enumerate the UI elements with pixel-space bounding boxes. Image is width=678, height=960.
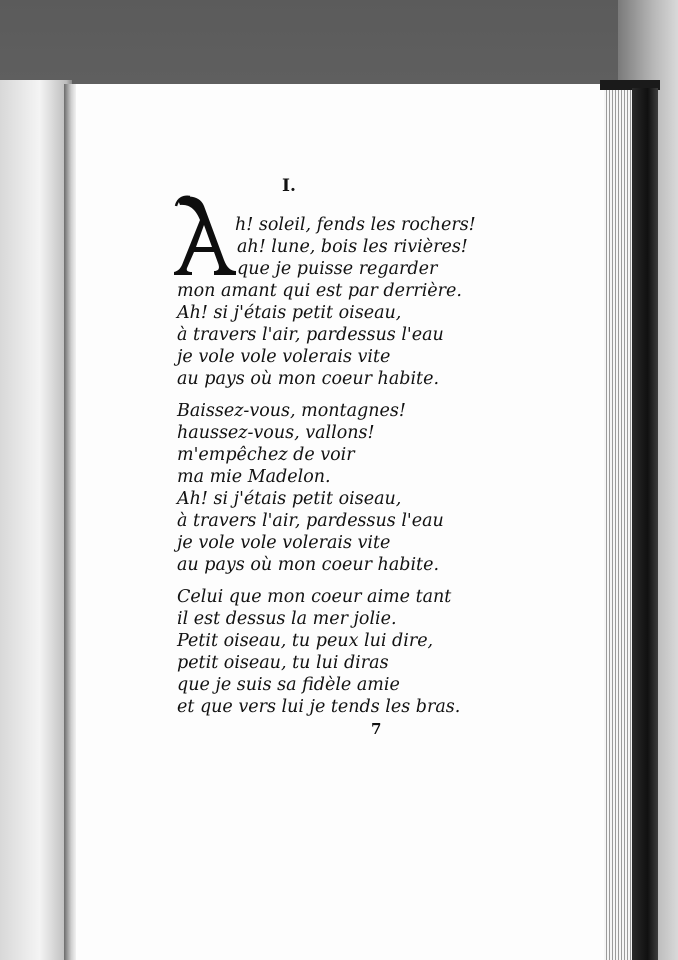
stanza2-line-2: haussez-vous, vallons! [177, 423, 375, 443]
stanza2-line-6: à travers l'air, pardessus l'eau [177, 511, 444, 531]
stanza1-line-3: que je puisse regarder [237, 259, 438, 279]
page-number: 7 [371, 720, 382, 738]
stanza1-line-8: au pays où mon coeur habite. [177, 369, 440, 389]
stanza1-line-1: h! soleil, fends les rochers! [235, 215, 476, 235]
section-number: I. [282, 176, 296, 196]
stanza3-line-3: Petit oiseau, tu peux lui dire, [177, 631, 434, 651]
stanza2-line-8: au pays où mon coeur habite. [177, 555, 440, 575]
stanza1-line-4: mon amant qui est par derrière. [177, 281, 462, 301]
stanza1-line-2: ah! lune, bois les rivières! [237, 237, 468, 257]
stanza2-line-7: je vole vole volerais vite [177, 533, 391, 553]
stanza2-line-3: m'empêchez de voir [177, 445, 355, 465]
stanza1-line-6: à travers l'air, pardessus l'eau [177, 325, 444, 345]
stanza3-line-6: et que vers lui je tends les bras. [177, 697, 461, 717]
stanza1-line-7: je vole vole volerais vite [177, 347, 391, 367]
stanza2-line-1: Baissez-vous, montagnes! [177, 401, 406, 421]
stanza3-line-5: que je suis sa fidèle amie [177, 675, 400, 695]
stanza1-line-5: Ah! si j'étais petit oiseau, [177, 303, 402, 323]
stanza3-line-1: Celui que mon coeur aime tant [177, 587, 452, 607]
stanza3-line-4: petit oiseau, tu lui diras [177, 653, 389, 673]
drop-cap-A-icon [174, 192, 238, 278]
stanza2-line-4: ma mie Madelon. [177, 467, 331, 487]
stanza3-line-2: il est dessus la mer jolie. [177, 609, 397, 629]
stanza2-line-5: Ah! si j'étais petit oiseau, [177, 489, 402, 509]
